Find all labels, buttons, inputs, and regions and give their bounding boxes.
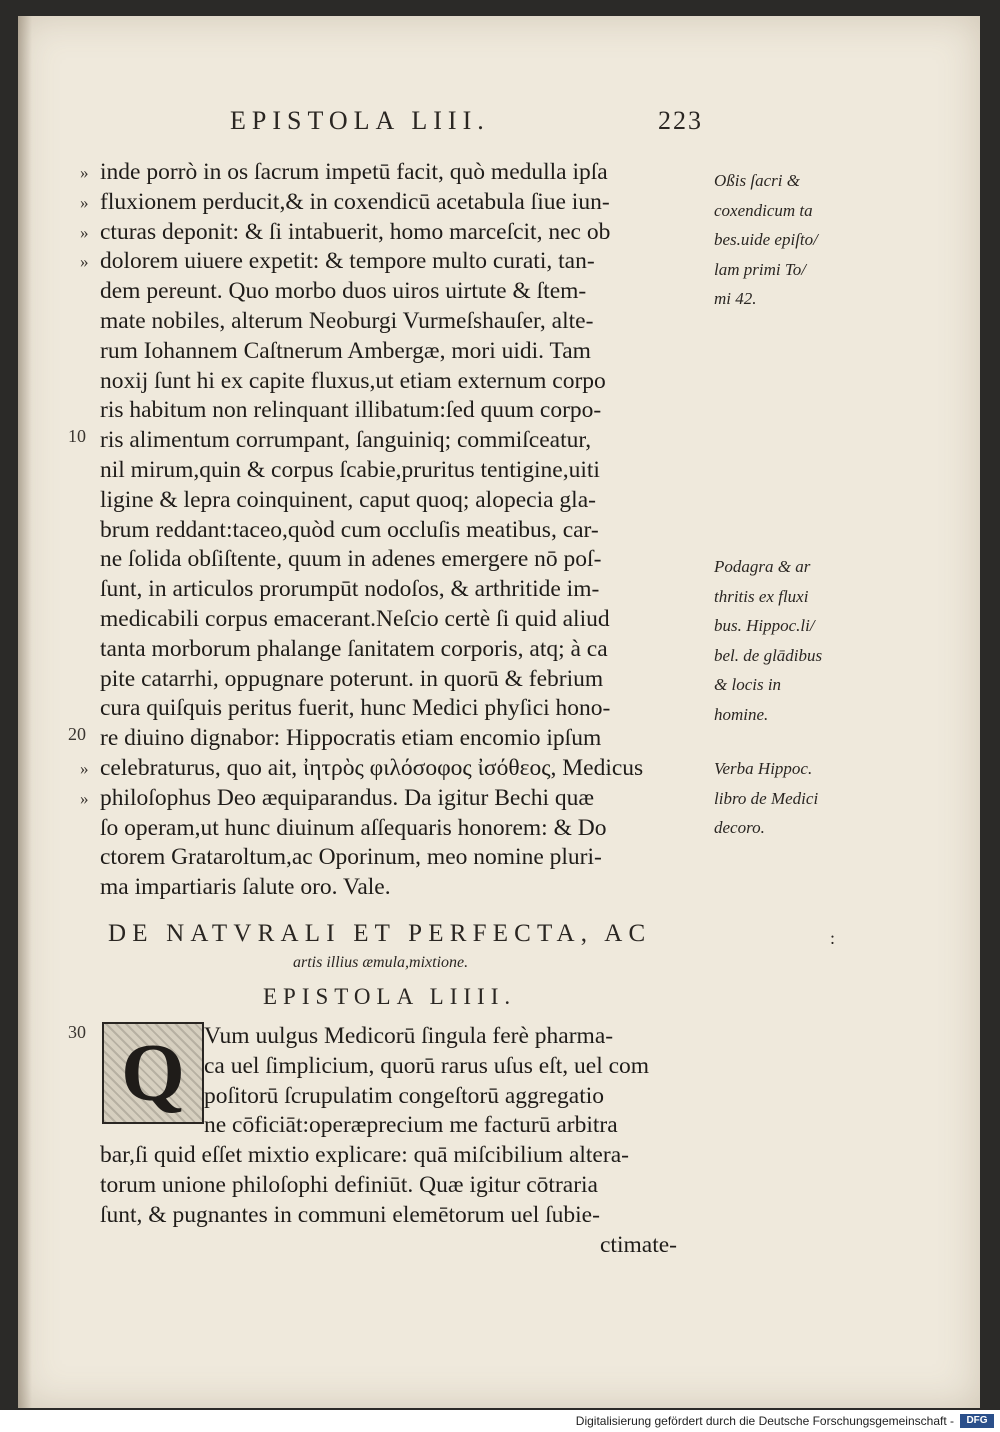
text-line: ma impartiaris ſalute oro. Vale. <box>100 874 391 901</box>
text-line: ſunt, in articulos prorumpūt nodoſos, & arthritide im- <box>100 576 600 603</box>
section-title: DE NATVRALI ET PERFECTA, AC <box>108 920 652 947</box>
section-subtitle: artis illius æmula,mixtione. <box>293 954 469 971</box>
text-line: » celebraturus, quo ait, ἰητρὸς φιλόσοφος ἰσόθεος, Medicus <box>100 754 712 784</box>
epistle-body <box>68 1022 712 1260</box>
text-line: » fluxionem perducit,& in coxendicū acetabula ſiue iun- <box>100 188 712 218</box>
text-line: 20 re diuino dignabor: Hippocratis etiam encomio ipſum <box>100 724 712 754</box>
text-line: » philoſophus Deo æquiparandus. Da igitur Bechi quæ <box>100 784 712 814</box>
text-line: cura quiſquis peritus fuerit, hunc Medici phyſici hono- <box>100 695 611 722</box>
margin-mark: : <box>830 928 836 948</box>
quote-mark: » <box>80 252 89 272</box>
footer-bar <box>0 1410 1000 1432</box>
text-line: ca uel ſimplicium, quorū rarus uſus eſt, uel com <box>204 1052 650 1079</box>
quote-mark: » <box>80 788 89 808</box>
text-line: torum unione philoſophi definiūt. Quæ igitur cōtraria <box>100 1171 598 1198</box>
text-line: 30 Vum uulgus Medicorū ſingula ferè pharma- <box>100 1022 712 1052</box>
text-line: ligine & lepra coinquinent, caput quoq; alopecia gla- <box>100 486 596 513</box>
text-line: ne ſolida obſiſtente, quum in adenes emergere nō poſ- <box>100 546 602 573</box>
text-line: » cturas deponit: & ſi intabuerit, homo marceſcit, nec ob <box>100 218 712 248</box>
quote-mark: » <box>80 222 89 242</box>
text-line: rum Iohannem Caſtnerum Ambergæ, mori uidi. Tam <box>100 337 591 364</box>
text-line: ſunt, & pugnantes in communi elemētorum uel ſubie- <box>100 1201 600 1228</box>
text-line: brum reddant:taceo,quòd cum occluſis meatibus, car- <box>100 516 599 543</box>
text-line: ſo operam,ut hunc diuinum aſſequaris honorem: & Do <box>100 814 607 841</box>
text-line: ctorem Grataroltum,ac Oporinum, meo nomine pluri- <box>100 844 602 871</box>
line-number: 30 <box>68 1022 86 1042</box>
letter-body <box>68 158 712 903</box>
quote-mark: » <box>80 163 89 182</box>
text-line: ne cōficiāt:operæprecium me facturū arbitra <box>204 1112 618 1139</box>
catchword: ctimate- <box>600 1231 677 1258</box>
text-line: 10 ris alimentum corrumpant, ſanguiniq; commiſceatur, <box>100 426 712 456</box>
side-note-ossis: Oßis ſacri & coxendicum ta bes.uide epiſto/ lam primi To/ mi 42. <box>714 171 818 309</box>
text-line: noxij ſunt hi ex capite fluxus,ut etiam externum corpo <box>100 367 606 394</box>
text-line: nil mirum,quin & corpus ſcabie,pruritus tentigine,uiti <box>100 456 600 483</box>
dfg-logo: DFG <box>960 1414 994 1428</box>
text-line: » dolorem uiuere expetit: & tempore multo curati, tan- <box>100 247 712 277</box>
text-line: mate nobiles, alterum Neoburgi Vurmeſshauſer, alte- <box>100 307 594 334</box>
text-line: dem pereunt. Quo morbo duos uiros uirtute & ſtem- <box>100 278 587 305</box>
text-line: ris habitum non relinquant illibatum:ſed quum corpo- <box>100 397 602 424</box>
text-line: poſitorū ſcrupulatim congeſtorū aggregatio <box>204 1082 605 1109</box>
funding-notice: Digitalisierung gefördert durch die Deutsche Forschungsgemeinschaft - <box>575 1414 954 1428</box>
page-number: 223 <box>658 106 703 135</box>
side-note-verba-hippoc: Verba Hippoc. libro de Medici decoro. <box>714 759 819 838</box>
quote-mark: » <box>80 192 89 212</box>
text-line: pite catarrhi, oppugnare poterunt. in quorū & febrium <box>100 665 604 692</box>
line-number: 20 <box>68 724 86 745</box>
text-line: tanta morborum phalange ſanitatem corporis, atq; à ca <box>100 635 608 662</box>
epistle-heading: EPISTOLA LIIII. <box>263 984 517 1009</box>
side-note-podagra: Podagra & ar thritis ex fluxi bus. Hippoc.li/ bel. de glādibus & locis in homine. <box>714 557 823 724</box>
text-line: » inde porrò in os ſacrum impetū facit, quò medulla ipſa <box>100 158 712 188</box>
initial-letter: Q <box>121 1027 185 1118</box>
text-line: medicabili corpus emacerant.Neſcio certè ſi quid aliud <box>100 605 610 632</box>
page-header <box>230 106 750 146</box>
running-title: EPISTOLA LIII. <box>230 106 490 135</box>
text-line: bar,ſi quid eſſet mixtio explicare: quā miſcibilium altera- <box>100 1142 629 1169</box>
quote-mark: » <box>80 758 89 778</box>
line-number: 10 <box>68 426 86 447</box>
